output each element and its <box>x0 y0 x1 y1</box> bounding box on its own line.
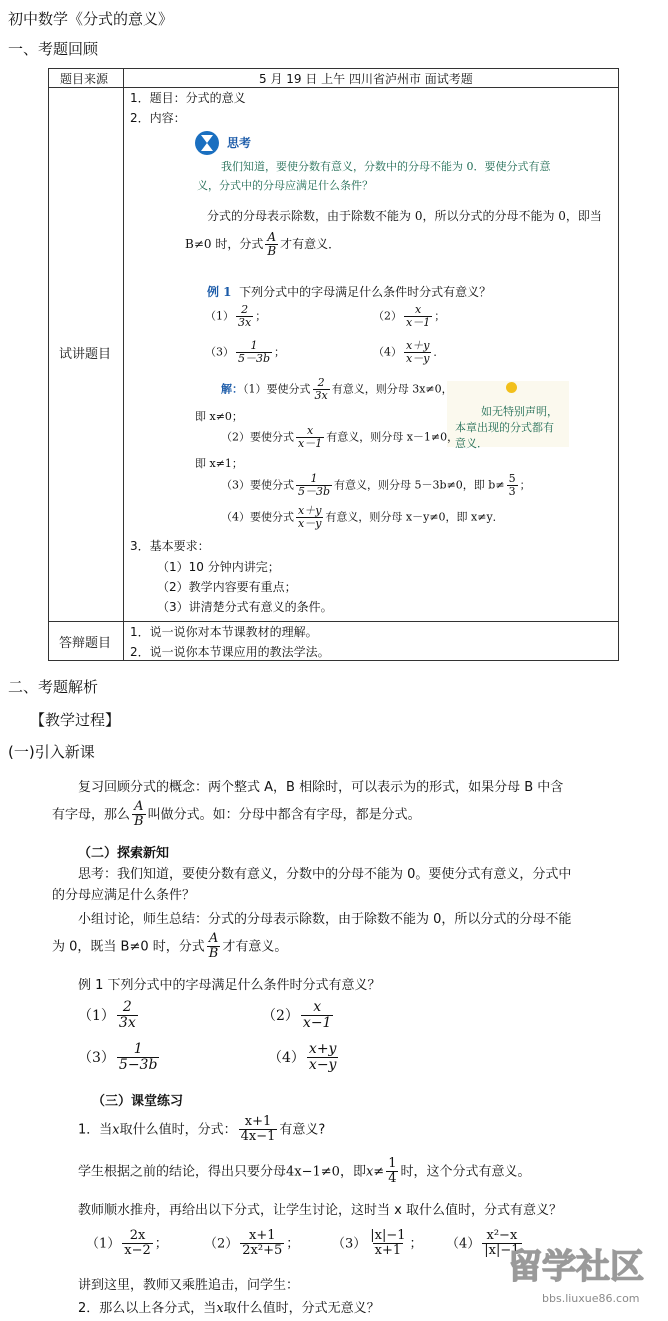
solution-2-result: 即 x≠1； <box>195 457 243 470</box>
fraction-numerator: 2 <box>241 303 249 316</box>
question-text: 有意义? <box>279 1122 326 1138</box>
fraction-denominator: 3 <box>508 485 516 499</box>
fraction-numerator: x+1 <box>244 1114 272 1129</box>
note-line-3: 意义． <box>455 437 488 450</box>
question-text: 2．那么以上各分式，当 <box>78 1301 217 1316</box>
option-label: （4） <box>268 1049 305 1066</box>
table-rule <box>49 87 618 88</box>
solution-2 <box>221 425 458 450</box>
defense-question-1: 1．说一说你对本节课教材的理解。 <box>130 625 318 639</box>
lightbulb-icon <box>506 382 517 393</box>
fraction-a-over-b <box>265 231 278 258</box>
fraction-solution-3 <box>296 473 332 498</box>
fraction-option-2 <box>404 304 432 329</box>
fraction-example-2 <box>301 1000 334 1032</box>
fraction-denominator: x+1 <box>374 1243 402 1259</box>
book-option-2: （2） $\frac{x}{x-1}$ ； <box>373 303 446 330</box>
fraction-numerator: x²−x <box>486 1228 518 1243</box>
fraction-denominator: |x|−1 <box>484 1243 520 1259</box>
fraction-a-over-b <box>132 800 146 830</box>
document-title: 初中数学《分式的意义》 <box>8 10 174 28</box>
fraction-numerator: 1 <box>310 472 318 485</box>
fraction-solution-1 <box>313 377 330 402</box>
solution-text: 有意义，则分母 x－y≠0，即 x≠y． <box>325 510 504 524</box>
question-text: 1．当 <box>78 1122 113 1138</box>
fraction-denominator: x−1 <box>302 1015 332 1032</box>
fraction-practice-3 <box>368 1229 407 1259</box>
fraction-numerator: x＋y <box>406 339 430 352</box>
fraction-numerator: x+y <box>308 1041 337 1057</box>
section-review-heading: 一、考题回顾 <box>8 40 99 58</box>
solution-text: （3）要使分式 <box>221 478 294 492</box>
fraction-numerator: A <box>208 931 219 946</box>
fraction-five-thirds <box>507 473 518 498</box>
option-label: （2） <box>262 1007 299 1024</box>
solution-4 <box>221 505 504 530</box>
fraction-denominator: 3x <box>118 1015 136 1032</box>
option-label: （3） <box>78 1049 115 1066</box>
example-line: 例 1 下列分式中的字母满足什么条件时分式有意义？ <box>78 978 381 993</box>
solution-text: （2）要使分式 <box>221 430 294 444</box>
separator: ； <box>154 1236 168 1252</box>
fraction-denominator: B <box>267 244 277 259</box>
teaching-process-heading: 【教学过程】 <box>30 711 121 729</box>
requirement-2: （2）教学内容要有重点； <box>157 580 297 594</box>
option-label: （2） <box>204 1236 239 1252</box>
fraction-numerator: 2x <box>129 1228 146 1243</box>
fraction-denominator: x−y <box>308 1057 337 1074</box>
solution-1-result: 即 x≠0； <box>195 410 243 423</box>
fraction-option-1 <box>236 304 253 329</box>
fraction-numerator: A <box>267 230 277 244</box>
fraction-denominator: 5－3b <box>298 485 331 499</box>
review-line-2 <box>52 800 421 830</box>
fraction-numerator: 1 <box>250 339 258 352</box>
fraction-denominator: 5−3b <box>118 1057 158 1074</box>
practice-option-3 <box>332 1229 423 1259</box>
fraction-practice-1 <box>122 1229 153 1259</box>
conclusion-text: 学生根据之前的结论，得出只要分母 <box>78 1164 287 1180</box>
book-option-4: （4） $\frac{x+y}{x-y}$ ． <box>373 339 445 366</box>
book-para-line-1: 分式的分母表示除数，由于除数不能为 0，所以分式的分母不能为 0，即当 <box>207 209 602 223</box>
book-option-3: （3） $\frac{1}{5-3b}$ ； <box>205 339 286 366</box>
group-line-2 <box>52 932 287 962</box>
fraction-one-quarter <box>386 1157 398 1187</box>
example-option-4 <box>268 1042 340 1074</box>
think-icon <box>195 131 219 155</box>
fraction-question <box>239 1115 278 1145</box>
fraction-numerator: |x|−1 <box>370 1228 406 1243</box>
fraction-numerator: 1 <box>388 1156 397 1171</box>
example-option-3 <box>78 1042 161 1074</box>
intro-heading: (一)引入新课 <box>8 743 95 761</box>
fraction-numerator: x+1 <box>249 1228 276 1243</box>
option-label: （1） <box>86 1236 121 1252</box>
trial-item-requirements: 3．基本要求： <box>130 539 210 553</box>
note-line-2: 本章出现的分式都有 <box>455 421 554 434</box>
conclusion-text: ，即 <box>339 1164 366 1180</box>
defense-question-2: 2．说一说你本节课应用的教法学法。 <box>130 645 330 659</box>
group-text: 才有意义。 <box>222 939 288 955</box>
fraction-denominator: x－y <box>406 352 430 366</box>
fraction-practice-2 <box>240 1229 284 1259</box>
textbook-excerpt <box>185 127 614 535</box>
think-line-2: 义，分式中的分母应满足什么条件？ <box>197 179 373 192</box>
conclusion-line <box>78 1157 531 1187</box>
solution-text: 有意义，则分母 3x≠0， <box>331 382 453 396</box>
book-option-1: （1） $\frac{2}{3x}$ ； <box>205 303 267 330</box>
example-option-1 <box>78 1000 140 1032</box>
section-analysis-heading: 二、考题解析 <box>8 678 99 696</box>
fraction-a-over-b <box>207 932 221 962</box>
table-rule <box>123 69 124 660</box>
watermark <box>502 1232 662 1317</box>
fraction-numerator: x＋y <box>298 504 322 517</box>
fraction-denominator: 3x <box>238 316 252 330</box>
fraction-denominator: 4 <box>388 1171 397 1187</box>
fraction-example-3 <box>117 1042 160 1074</box>
fraction-option-3 <box>236 340 272 365</box>
table-header-source-value: 5 月 19 日 上午 四川省泸州市 面试考题 <box>259 72 473 86</box>
solution-text: 有意义，则分母 x－1≠0， <box>326 430 459 444</box>
solution-text: （1）要使分式 <box>243 382 311 396</box>
fraction-solution-2 <box>296 425 324 450</box>
book-para-line-2 <box>185 231 340 258</box>
fraction-numerator: x <box>306 424 314 437</box>
table-rule <box>49 621 618 622</box>
variable-x: x <box>112 1122 120 1138</box>
fraction-denominator: 4x−1 <box>240 1129 276 1145</box>
fraction-numerator: 2 <box>317 376 325 389</box>
option-label: （2） <box>373 309 402 323</box>
separator: ； <box>286 1236 300 1252</box>
note-line-1: 如无特别声明， <box>481 405 558 418</box>
book-para-suffix: 才有意义． <box>280 237 341 252</box>
conclusion-text: 时，这个分式有意义。 <box>400 1164 531 1180</box>
fraction-numerator: A <box>134 799 144 814</box>
solution-text: （4）要使分式 <box>221 510 294 524</box>
fraction-denominator: 2x²+5 <box>242 1243 283 1259</box>
condition-expression: 4x−1≠0 <box>286 1164 340 1180</box>
option-label: （4） <box>446 1236 481 1252</box>
fraction-example-1 <box>117 1000 138 1032</box>
question-text: 取什么值时，分式： <box>119 1122 237 1138</box>
solution-3: （3）要使分式 $\frac{1}{5-3b}$ 有意义，则分母 5－3b≠0，即 b≠ $\frac{5}{3}$ ； <box>221 472 531 499</box>
fraction-denominator: B <box>208 946 219 962</box>
option-label: （1） <box>78 1007 115 1024</box>
fraction-numerator: x <box>414 303 422 316</box>
fraction-option-4 <box>404 340 431 365</box>
fraction-denominator: x−2 <box>124 1243 151 1259</box>
solution-text: 有意义，则分母 5－3b≠0，即 b≠ <box>334 478 505 492</box>
fraction-example-4 <box>307 1042 339 1074</box>
fraction-numerator: 1 <box>133 1041 143 1057</box>
fraction-denominator: x－1 <box>298 437 323 451</box>
fraction-numerator: 5 <box>508 472 516 485</box>
requirement-3: （3）讲清楚分式有意义的条件。 <box>157 600 333 614</box>
watermark-brand: 留学社区 <box>508 1247 644 1287</box>
practice-heading: （三）课堂练习 <box>92 1094 184 1109</box>
solution-label: 解： <box>221 382 243 396</box>
practice-question-1 <box>78 1115 325 1145</box>
fraction-denominator: B <box>134 814 144 830</box>
review-line-1: 复习回顾分式的概念：两个整式 A，B 相除时，可以表示为的形式，如果分母 B 中含 <box>78 780 564 795</box>
table-header-source: 题目来源 <box>60 72 109 86</box>
option-label: （1） <box>205 309 234 323</box>
example-label: 例 1 <box>207 285 232 299</box>
fraction-solution-4 <box>296 505 323 530</box>
requirement-1: （1）10 分钟内讲完； <box>157 560 280 574</box>
book-example <box>207 283 491 300</box>
x-not-equal: x≠ <box>365 1164 385 1180</box>
book-para-prefix: B≠0 时，分式 <box>185 237 264 252</box>
group-text: 为 0，既当 B≠0 时，分式 <box>52 939 205 955</box>
variable-x: x <box>216 1301 224 1316</box>
question-text: 取什么值时，分式无意义？ <box>223 1301 380 1316</box>
trial-item-topic: 1．题目：分式的意义 <box>130 91 246 105</box>
defense-label: 答辩题目 <box>59 636 112 651</box>
option-label: （3） <box>205 345 234 359</box>
fraction-numerator: 2 <box>122 999 132 1015</box>
think-title: 思考 <box>227 136 252 150</box>
review-text: 有字母，那么 <box>52 807 131 823</box>
fraction-denominator: x－y <box>298 517 322 531</box>
teacher-line: 教师顺水推舟，再给出以下分式，让学生讨论，这时当 x 取什么值时，分式有意义？ <box>78 1203 562 1218</box>
watermark-logo-icon <box>502 1232 662 1317</box>
trial-label: 试讲题目 <box>59 347 112 362</box>
fraction-denominator: 5－3b <box>238 352 271 366</box>
practice-option-1 <box>86 1229 168 1259</box>
think-line-2: 的分母应满足什么条件？ <box>52 888 196 903</box>
think-line-1: 我们知道，要使分数有意义，分数中的分母不能为 0．要使分式有意 <box>221 160 551 173</box>
fraction-numerator: x <box>313 999 322 1015</box>
explore-heading: （二）探索新知 <box>78 846 170 861</box>
think-line-1: 思考：我们知道，要使分数有意义，分数中的分母不能为 0。要使分式有意义，分式中 <box>78 867 572 882</box>
fraction-denominator: x－1 <box>406 316 431 330</box>
option-label: （3） <box>332 1236 367 1252</box>
separator: ； <box>409 1236 423 1252</box>
option-label: （4） <box>373 345 402 359</box>
watermark-url: bbs.liuxue86.com <box>542 1292 640 1305</box>
practice-option-2 <box>204 1229 299 1259</box>
practice-question-2 <box>78 1297 380 1316</box>
trial-item-content: 2．内容： <box>130 111 186 125</box>
group-line-1: 小组讨论，师生总结：分式的分母表示除数，由于除数不能为 0，所以分式的分母不能 <box>78 912 572 927</box>
pursue-line: 讲到这里，教师又乘胜追击，问学生： <box>78 1278 300 1293</box>
review-text: 叫做分式。如：分母中都含有字母，都是分式。 <box>147 807 421 823</box>
example-option-2 <box>262 1000 335 1032</box>
solution-1 <box>221 377 453 402</box>
fraction-denominator: 3x <box>314 389 328 403</box>
example-text: 下列分式中的字母满足什么条件时分式有意义？ <box>239 285 492 299</box>
